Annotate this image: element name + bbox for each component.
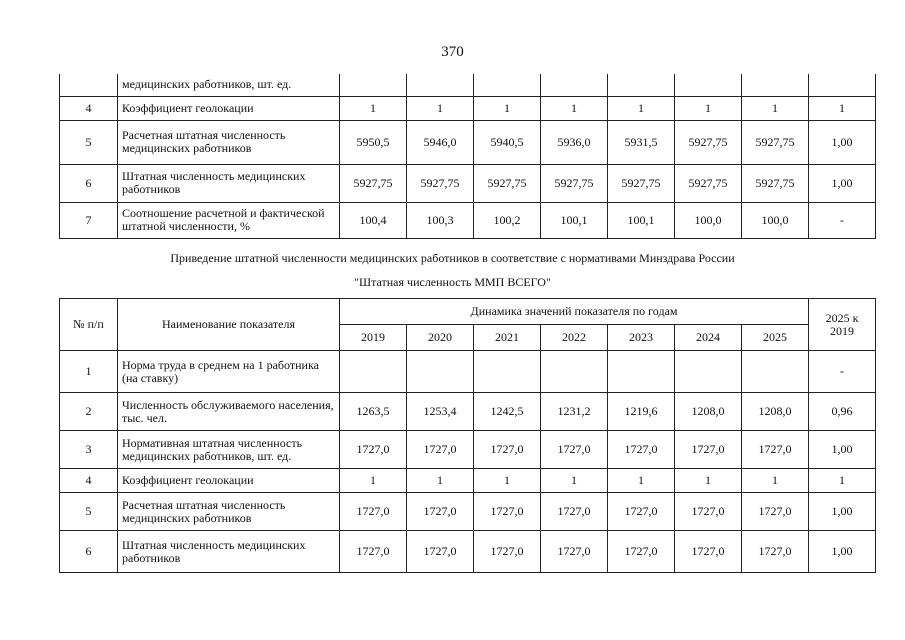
value-cell: 1253,4 bbox=[407, 393, 474, 431]
value-cell: 1727,0 bbox=[340, 493, 407, 531]
ratio-cell: 1,00 bbox=[809, 164, 876, 202]
table-row bbox=[60, 531, 876, 573]
value-cell bbox=[474, 351, 541, 393]
value-cell: 100,1 bbox=[541, 202, 608, 238]
indicator-name: Численность обслуживаемого населения, тыс. чел. bbox=[118, 393, 340, 431]
table-row bbox=[60, 351, 876, 393]
indicator-name: Расчетная штатная численность медицинских работников bbox=[118, 120, 340, 164]
year-header: 2025 bbox=[742, 325, 809, 351]
value-cell: 1208,0 bbox=[675, 393, 742, 431]
value-cell: 5950,5 bbox=[340, 120, 407, 164]
value-cell: 1727,0 bbox=[407, 431, 474, 469]
value-cell: 1 bbox=[340, 469, 407, 493]
indicator-name: Расчетная штатная численность медицинских работников bbox=[118, 493, 340, 531]
year-header: 2020 bbox=[407, 325, 474, 351]
value-cell bbox=[407, 351, 474, 393]
value-cell: 1 bbox=[474, 469, 541, 493]
table-subtitle: "Штатная численность ММП ВСЕГО" bbox=[354, 275, 551, 289]
row-number: 4 bbox=[60, 96, 118, 120]
table-row bbox=[60, 469, 876, 493]
year-header: 2022 bbox=[541, 325, 608, 351]
ratio-cell: 1,00 bbox=[809, 493, 876, 531]
value-cell bbox=[608, 74, 675, 96]
indicator-name: Штатная численность медицинских работников bbox=[118, 531, 340, 573]
value-cell bbox=[742, 351, 809, 393]
value-cell: 1727,0 bbox=[675, 431, 742, 469]
value-cell: 1727,0 bbox=[742, 493, 809, 531]
table-row bbox=[60, 74, 876, 96]
value-cell bbox=[675, 351, 742, 393]
table-row bbox=[60, 202, 876, 238]
value-cell: 5940,5 bbox=[474, 120, 541, 164]
value-cell: 5946,0 bbox=[407, 120, 474, 164]
value-cell bbox=[407, 74, 474, 96]
value-cell: 1727,0 bbox=[608, 493, 675, 531]
value-cell: 1727,0 bbox=[675, 531, 742, 573]
indicator-name: Коэффициент геолокации bbox=[118, 96, 340, 120]
value-cell: 100,0 bbox=[742, 202, 809, 238]
ratio-cell: - bbox=[809, 351, 876, 393]
value-cell: 1 bbox=[675, 469, 742, 493]
ratio-cell: - bbox=[809, 202, 876, 238]
value-cell: 5927,75 bbox=[474, 164, 541, 202]
value-cell: 100,0 bbox=[675, 202, 742, 238]
value-cell: 1 bbox=[407, 96, 474, 120]
table-caption: Приведение штатной численности медицинских работников в соответствие с нормативами Минздрава России bbox=[170, 251, 735, 265]
value-cell: 100,3 bbox=[407, 202, 474, 238]
value-cell: 1727,0 bbox=[541, 431, 608, 469]
table-row bbox=[60, 393, 876, 431]
value-cell: 1219,6 bbox=[608, 393, 675, 431]
row-number: 2 bbox=[60, 393, 118, 431]
value-cell: 1727,0 bbox=[541, 493, 608, 531]
value-cell: 1727,0 bbox=[474, 493, 541, 531]
value-cell: 1 bbox=[541, 96, 608, 120]
value-cell bbox=[474, 74, 541, 96]
value-cell bbox=[608, 351, 675, 393]
year-header: 2021 bbox=[474, 325, 541, 351]
value-cell bbox=[675, 74, 742, 96]
row-number bbox=[60, 74, 118, 96]
value-cell: 1727,0 bbox=[407, 493, 474, 531]
indicator-name: Нормативная штатная численность медицинских работников, шт. ед. bbox=[118, 431, 340, 469]
indicator-name: Коэффициент геолокации bbox=[118, 469, 340, 493]
row-number: 5 bbox=[60, 493, 118, 531]
value-cell: 1727,0 bbox=[340, 431, 407, 469]
value-cell: 100,2 bbox=[474, 202, 541, 238]
ratio-cell: 1,00 bbox=[809, 531, 876, 573]
indicator-name: Норма труда в среднем на 1 работника (на ставку) bbox=[118, 351, 340, 393]
row-number: 4 bbox=[60, 469, 118, 493]
row-number: 1 bbox=[60, 351, 118, 393]
value-cell: 1231,2 bbox=[541, 393, 608, 431]
value-cell: 1 bbox=[474, 96, 541, 120]
table-row bbox=[60, 120, 876, 164]
row-number: 3 bbox=[60, 431, 118, 469]
value-cell: 5927,75 bbox=[407, 164, 474, 202]
value-cell: 100,4 bbox=[340, 202, 407, 238]
value-cell: 1263,5 bbox=[340, 393, 407, 431]
row-number: 5 bbox=[60, 120, 118, 164]
value-cell: 1 bbox=[340, 96, 407, 120]
ratio-cell: 1,00 bbox=[809, 431, 876, 469]
value-cell: 1727,0 bbox=[675, 493, 742, 531]
value-cell: 5927,75 bbox=[742, 120, 809, 164]
table-row bbox=[60, 164, 876, 202]
value-cell: 1 bbox=[541, 469, 608, 493]
year-header: 2023 bbox=[608, 325, 675, 351]
table-row bbox=[60, 431, 876, 469]
value-cell: 5927,75 bbox=[541, 164, 608, 202]
value-cell: 5927,75 bbox=[742, 164, 809, 202]
value-cell: 1727,0 bbox=[608, 431, 675, 469]
indicator-name: медицинских работников, шт. ед. bbox=[118, 74, 340, 96]
value-cell: 1208,0 bbox=[742, 393, 809, 431]
table-row bbox=[60, 493, 876, 531]
value-cell: 1 bbox=[608, 469, 675, 493]
header-name: Наименование показателя bbox=[118, 299, 340, 351]
ratio-cell: 0,96 bbox=[809, 393, 876, 431]
value-cell bbox=[742, 74, 809, 96]
value-cell: 5927,75 bbox=[608, 164, 675, 202]
value-cell: 1727,0 bbox=[474, 531, 541, 573]
value-cell bbox=[541, 351, 608, 393]
row-number: 6 bbox=[60, 531, 118, 573]
value-cell: 1727,0 bbox=[742, 531, 809, 573]
year-header: 2024 bbox=[675, 325, 742, 351]
value-cell: 5936,0 bbox=[541, 120, 608, 164]
value-cell bbox=[340, 351, 407, 393]
value-cell: 5927,75 bbox=[675, 120, 742, 164]
value-cell: 1 bbox=[742, 469, 809, 493]
value-cell: 1727,0 bbox=[541, 531, 608, 573]
value-cell bbox=[340, 74, 407, 96]
row-number: 6 bbox=[60, 164, 118, 202]
value-cell: 1 bbox=[608, 96, 675, 120]
indicator-name: Штатная численность медицинских работников bbox=[118, 164, 340, 202]
value-cell: 1727,0 bbox=[407, 531, 474, 573]
value-cell: 1727,0 bbox=[474, 431, 541, 469]
table-continuation bbox=[59, 74, 876, 239]
ratio-cell: 1,00 bbox=[809, 120, 876, 164]
header-ratio: 2025 к 2019 bbox=[809, 299, 876, 351]
staffing-table bbox=[59, 298, 876, 573]
value-cell: 100,1 bbox=[608, 202, 675, 238]
value-cell: 5931,5 bbox=[608, 120, 675, 164]
ratio-cell: 1 bbox=[809, 469, 876, 493]
header-num: № п/п bbox=[60, 299, 118, 351]
value-cell: 1727,0 bbox=[340, 531, 407, 573]
value-cell: 5927,75 bbox=[340, 164, 407, 202]
year-header: 2019 bbox=[340, 325, 407, 351]
table-row bbox=[60, 96, 876, 120]
value-cell: 1 bbox=[407, 469, 474, 493]
value-cell: 1727,0 bbox=[742, 431, 809, 469]
value-cell: 1 bbox=[742, 96, 809, 120]
value-cell: 1 bbox=[675, 96, 742, 120]
ratio-cell: 1 bbox=[809, 96, 876, 120]
row-number: 7 bbox=[60, 202, 118, 238]
ratio-cell bbox=[809, 74, 876, 96]
page-number: 370 bbox=[441, 44, 464, 60]
header-dynamics: Динамика значений показателя по годам bbox=[340, 299, 809, 325]
value-cell bbox=[541, 74, 608, 96]
value-cell: 1727,0 bbox=[608, 531, 675, 573]
value-cell: 5927,75 bbox=[675, 164, 742, 202]
value-cell: 1242,5 bbox=[474, 393, 541, 431]
indicator-name: Соотношение расчетной и фактической штатной численности, % bbox=[118, 202, 340, 238]
